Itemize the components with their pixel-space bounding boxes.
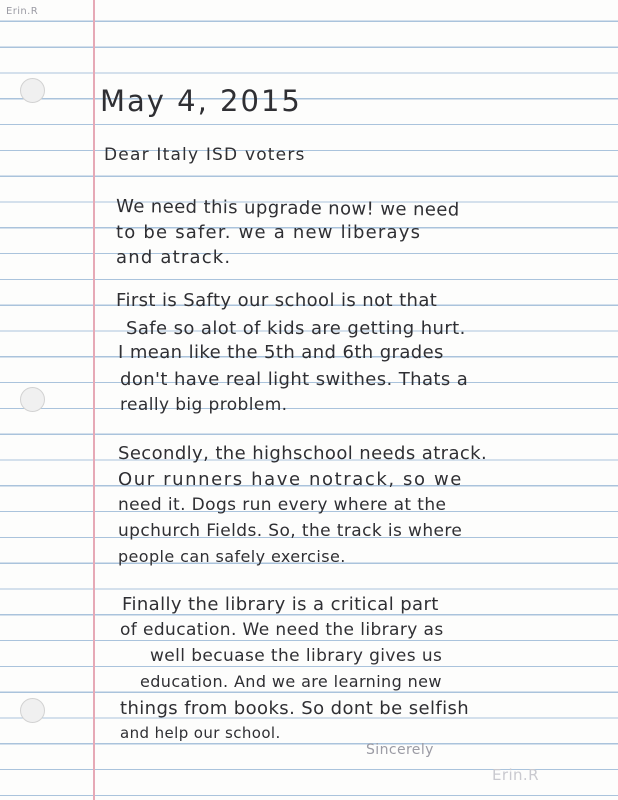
binder-hole-middle	[20, 387, 45, 412]
letter-signature: Erin.R	[492, 766, 539, 784]
letter-line: well becuase the library gives us	[150, 646, 443, 666]
letter-line: don't have real light swithes. Thats a	[120, 369, 469, 390]
letter-line: and help our school.	[120, 724, 281, 742]
letter-line: education. And we are learning new	[140, 672, 442, 691]
letter-line: upchurch Fields. So, the track is where	[118, 521, 463, 541]
binder-hole-top	[20, 78, 45, 103]
letter-salutation: Dear Italy ISD voters	[104, 145, 306, 165]
letter-closing: Sincerely	[366, 742, 434, 758]
letter-line: to be safer. we a new liberays	[116, 222, 422, 243]
letter-line: Secondly, the highschool needs atrack.	[118, 443, 488, 464]
letter-line: things from books. So dont be selfish	[120, 698, 470, 719]
letter-line: First is Safty our school is not that	[116, 290, 438, 311]
letter-line: need it. Dogs run every where at the	[118, 495, 447, 515]
letter-line: and atrack.	[116, 247, 232, 268]
letter-line: people can safely exercise.	[118, 547, 346, 566]
name-top: Erin.R	[6, 6, 39, 17]
letter-line: Our runners have notrack, so we	[118, 469, 463, 490]
letter-line: of education. We need the library as	[120, 620, 444, 640]
letter-line: I mean like the 5th and 6th grades	[118, 342, 444, 363]
letter-line: We need this upgrade now! we need	[116, 196, 460, 221]
letter-line: Safe so alot of kids are getting hurt.	[126, 318, 466, 339]
letter-line: really big problem.	[120, 395, 288, 415]
letter-line: Finally the library is a critical part	[122, 594, 439, 615]
binder-hole-bottom	[20, 698, 45, 723]
red-margin-line	[93, 0, 95, 800]
letter-date: May 4, 2015	[100, 84, 302, 118]
